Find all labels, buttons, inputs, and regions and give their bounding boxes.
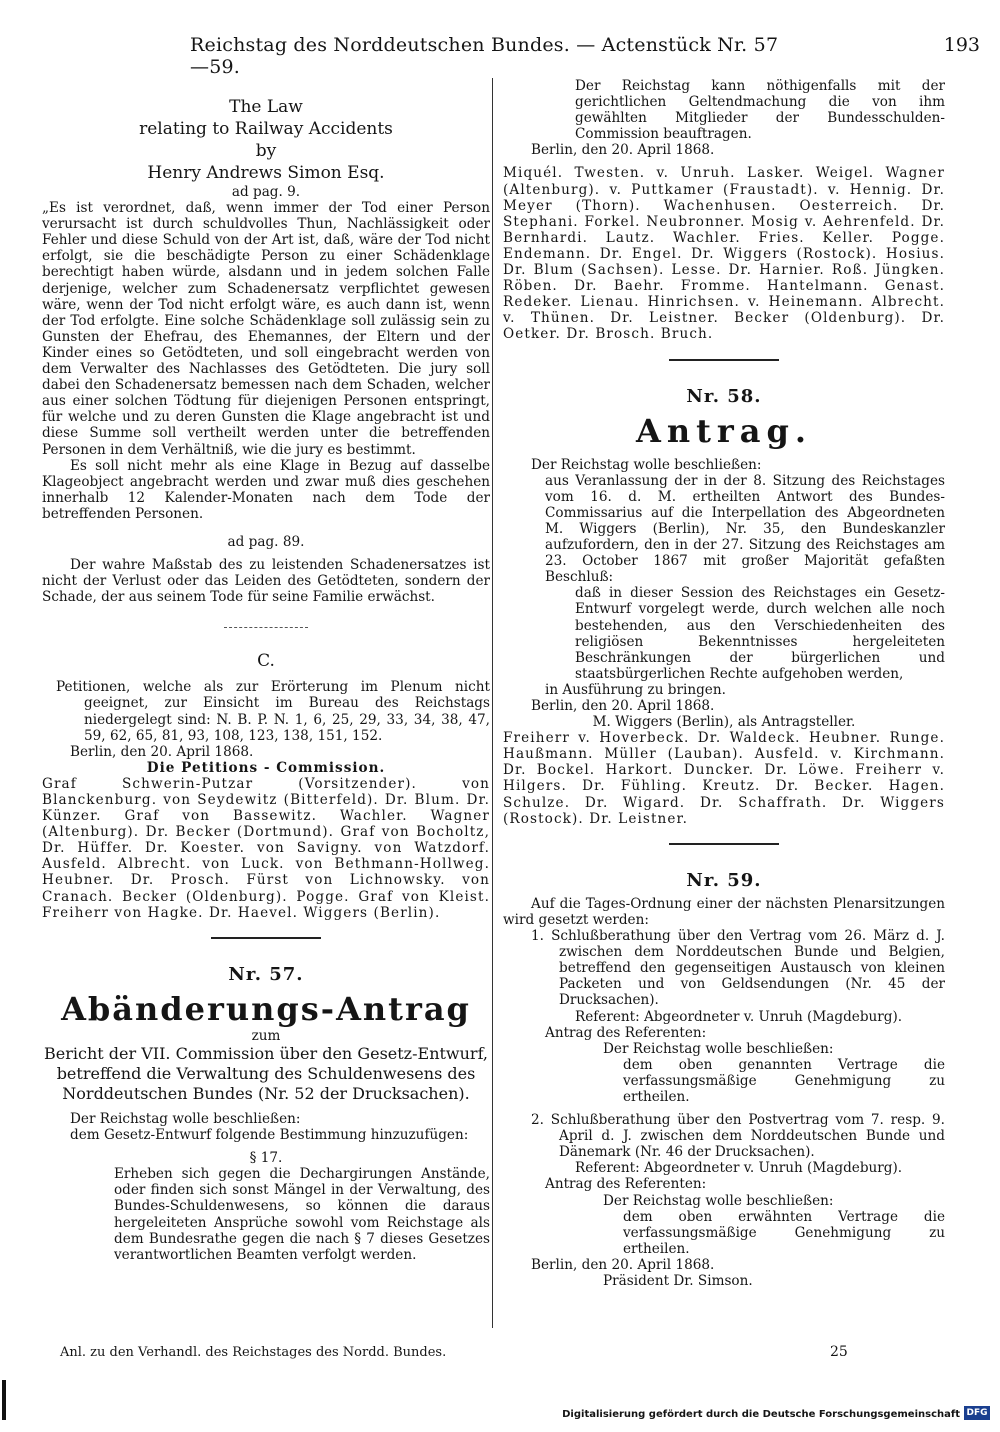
document-title: Abänderungs-Antrag [61,989,471,1028]
law-paragraph: Der wahre Maßstab des zu leistenden Schadenersatzes ist nicht der Verlust oder das Leiden des Getödteten, sondern der Schade, der aus seinem Tode für seine Familie erwächst. [42,557,490,606]
agenda-item: 2. Schlußberathung über den Postvertrag vom 7. resp. 9. April d. J. zwischen dem Norddeutschen Bunde und Dänemark (Nr. 46 der Drucksachen). [531,1112,945,1161]
resolution-line: Der Reichstag wolle beschließen: [603,1040,834,1057]
ad-pag-heading: ad pag. 89. [227,533,305,550]
report-title: Bericht der VII. Commission über den Gesetz-Entwurf, betreffend die Verwaltung des Schuldenwesens des Norddeutschen Bundes (Nr. 52 der Drucksachen). [43,1043,489,1103]
section-separator [669,359,779,361]
document-number: Nr. 59. [686,869,762,891]
ad-pag-heading: ad pag. 9. [231,184,301,200]
referent-motion: Antrag des Referenten: [545,1176,707,1193]
zum-line: zum [251,1027,281,1044]
continued-text: Der Reichstag kann nöthigenfalls mit der gerichtlichen Geltendmachung die von ihm gewählten Mitglieder der Bundesschulden-Commission beauftragen. [575,78,945,143]
petitions-text: Petitionen, welche als zur Erörterung im Plenum nicht geeignet, zur Einsicht im Bureau des Reichstags niedergelegt sind: N. B. P. N. 1, 6, 25, 29, 33, 34, 38, 47, 59, 62, 65, 81, 93, 108, 123, 138, 151, 152. [56,679,490,744]
date-line: Berlin, den 20. April 1868. [531,142,715,159]
dfg-logo: DFG [964,1406,990,1420]
resolution-line: Der Reichstag wolle beschließen: [70,1110,301,1127]
law-title-line: by [255,141,277,161]
margin-mark [2,1380,6,1420]
page-header [190,30,980,78]
agenda-intro: Auf die Tages-Ordnung einer der nächsten Plenarsitzungen wird gesetzt werden: [503,895,945,928]
referent-line: Referent: Abgeordneter v. Unruh (Magdeburg). [575,1160,903,1177]
column-divider [492,78,493,1328]
paragraph-sign: § 17. [249,1150,283,1167]
signatories-list: Freiherr v. Hoverbeck. Dr. Waldeck. Heubner. Runge. Haußmann. Müller (Lauban). Ausfeld. v. Kirchmann. Dr. Bockel. Harkort. Duncker. Dr. Löwe. Freiherr v. Hilgers. Dr. Fühling. Kreutz. Dr. Becker. Hagen. Schulze. Dr. Wigard. Dr. Schaffrath. Dr. Wiggers (Rostock). Dr. Leistner. [503,730,945,827]
sheet-number: 25 [830,1344,848,1360]
resolution-line: dem Gesetz-Entwurf folgende Bestimmung hinzuzufügen: [70,1127,469,1144]
approval-text: dem oben erwähnten Vertrage die verfassungsmäßige Genehmigung zu ertheilen. [623,1208,945,1257]
motion-closing: in Ausführung zu bringen. [545,681,726,698]
signatories-list: Miquél. Twesten. v. Unruh. Lasker. Weigel. Wagner (Altenburg). v. Puttkamer (Fraustadt). v. Hennig. Dr. Meyer (Thorn). Wachenhusen. Oesterreich. Dr. Stephani. Forkel. Neubronner. Mosig v. Aehrenfeld. Dr. Bernhardi. Lautz. Wachler. Fries. Keller. Pogge. Endemann. Dr. Engel. Dr. Wiggers (Rostock). Hosius. Dr. Blum (Sachsen). Lesse. Dr. Harnier. Roß. Jüngken. Röben. Dr. Baehr. Fromme. Hantelmann. Genast. Redeker. Lienau. Hinrichsen. v. Heinemann. Albrecht. v. Thünen. Dr. Leistner. Becker (Oldenburg). Dr. Oetker. Dr. Brosch. Bruch. [503,165,945,343]
commission-members: Graf Schwerin-Putzar (Vorsitzender). von Blanckenburg. von Seydewitz (Bitterfeld). Dr. Blum. Dr. Künzer. Graf von Bassewitz. Wachler. Wagner (Altenburg). Dr. Becker (Dortmund). Graf von Bocholtz, Dr. Hüffer. Dr. Koester. von Savigny. von Watzdorf. Ausfeld. Albrecht. von Luck. von Bethmann-Hollweg. Heubner. Dr. Prosch. Fürst von Lichnowsky. von Cranach. Becker (Oldenburg). Pogge. Graf von Kleist. Freiherr von Hagke. Dr. Haevel. Wiggers (Berlin). [42,775,490,921]
date-line: Berlin, den 20. April 1868. [531,1256,715,1273]
digitization-credit: Digitalisierung gefördert durch die Deutsche Forschungsgemeinschaft [562,1409,960,1420]
motion-text: aus Veranlassung der in der 8. Sitzung des Reichstages vom 16. d. M. ertheilten Antwort des Bundes-Commissarius auf die Interpellation des Abgeordneten M. Wiggers (Berlin), Nr. 35, den Bundeskanzler aufzufordern, den in der 27. Sitzung des Reichstages am 23. October 1867 mit großer Majorität gefaßten Beschluß: [545,472,945,586]
date-line: Berlin, den 20. April 1868. [70,743,254,760]
resolution-line: Der Reichstag wolle beschließen: [531,456,762,473]
section-separator [669,843,779,845]
document-number: Nr. 58. [686,385,762,407]
section-separator [211,937,321,939]
document-number: Nr. 57. [228,963,304,985]
section-heading: C. [257,651,275,672]
left-column [42,96,490,1263]
document-title: Antrag. [636,411,812,450]
referent-line: Referent: Abgeordneter v. Unruh (Magdeburg). [575,1008,903,1025]
section-separator [224,627,308,628]
date-line: Berlin, den 20. April 1868. [531,698,715,714]
president-signature: Präsident Dr. Simson. [603,1273,753,1289]
approval-text: dem oben genannten Vertrage die verfassungsmäßige Genehmigung zu ertheilen. [623,1056,945,1105]
law-title-line: The Law [229,97,303,117]
law-author: Henry Andrews Simon Esq. [147,163,385,183]
law-paragraph: Es soll nicht mehr als eine Klage in Bezug auf dasselbe Klageobject angebracht werden und zwar muß dies geschehen innerhalb 12 Kalender-Monaten nach dem Tode der betreffenden Personen. [42,457,490,522]
right-column [503,78,945,1289]
footer-note: Anl. zu den Verhandl. des Reichstages des Nordd. Bundes. [60,1345,447,1360]
running-title: Reichstag des Norddeutschen Bundes. — Actenstück Nr. 57—59. [190,34,779,78]
page-number: 193 [943,34,980,56]
commission-title: Die Petitions - Commission. [146,759,386,776]
law-paragraph: „Es ist verordnet, daß, wenn immer der Tod einer Person verursacht ist durch schuldvolles Thun, Nachlässigkeit oder Fehler und diese Schuld von der Art ist, daß, wäre der Tod nicht erfolgt, sie die beschädigte Person zu einer Schädenklage berechtigt haben würde, alsdann und in jedem solchen Falle derjenige, welcher zum Schadenersatz verpflichtet gewesen wäre, wenn der Tod nicht erfolgt wäre, es auch dann ist, wenn der Tod erfolgte. Eine solche Schädenklage soll zulässig sein zu Gunsten der Ehefrau, des Ehemannes, der Eltern und der Kinder eines so Getödteten, und soll eingebracht werden von dem Verwalter des Nachlasses des Getödteten. Die jury soll dabei den Schadenersatz bemessen nach dem Schaden, welcher aus einer solchen Tödtung für diejenigen Personen entspringt, für welche und zu deren Gunsten die Klage angebracht ist und diese Summe soll vertheilt werden unter die betreffenden Personen in dem Verhältniß, wie die jury es bestimmt. [42,200,490,458]
resolution-line: Der Reichstag wolle beschließen: [603,1192,834,1209]
paragraph-17-text: Erheben sich gegen die Dechargirungen Anstände, oder finden sich sonst Mängel in der Verwaltung, des Bundes-Schuldenwesens, so können die daraus hergeleiteten Ansprüche sowohl vom Reichstage als dem Bundesrathe gegen die nach § 7 dieses Gesetzes verantwortlichen Beamten verfolgt werden. [114,1166,490,1263]
law-title-line: relating to Railway Accidents [139,119,393,139]
resolution-quote: daß in dieser Session des Reichstages ein Gesetz-Entwurf vorgelegt werde, durch welchen alle noch bestehenden, aus den Verschiedenheiten des religiösen Bekenntnisses hergeleiteten Beschränkungen der bürgerlichen und staatsbürgerlichen Rechte aufgehoben werden, [575,585,945,682]
agenda-item: 1. Schlußberathung über den Vertrag vom 26. März d. J. zwischen dem Norddeutschen Bunde und Belgien, betreffend den gegenseitigen Austausch von kleinen Packeten und von Geldsendungen (Nr. 45 der Drucksachen). [531,928,945,1009]
applicant-line: M. Wiggers (Berlin), als Antragsteller. [592,714,856,731]
referent-motion: Antrag des Referenten: [545,1024,707,1041]
